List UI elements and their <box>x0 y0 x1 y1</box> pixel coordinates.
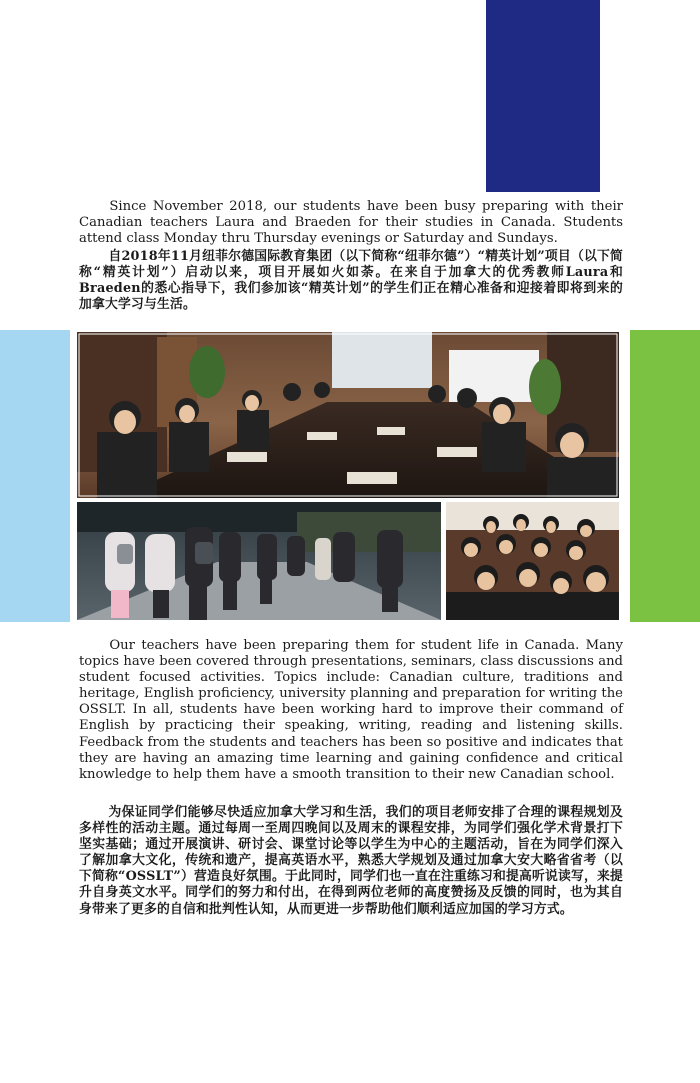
light-blue-decorative-bar <box>0 330 70 622</box>
students-walking-photo <box>77 502 441 620</box>
classroom-group-photo <box>77 332 619 498</box>
body-chinese-paragraph: 为保证同学们能够尽快适应加拿大学习和生活，我们的项目老师安排了合理的课程规划及多样性的活动主题。通过每周一至周四晚间以及周末的课程安排，为同学们强化学术背景打下坚实基础；通过开展演讲、研讨会、课堂讨论等以学生为中心的主题活动，旨在为同学们深入了解加拿大文化，传统和遗产，提高英语水平，熟悉大学规划及通过加拿大安大略省省考（以下简称“OSSLT”）营造良好氛围。于此同时，同学们也一直在注重练习和提高听说读写，来提升自身英文水平。同学们的努力和付出，在得到两位老师的高度赞扬及反馈的同时，也为其自身带来了更多的自信和批判性认知，从而更进一步帮助他们顺利适应加国的学习方式。 <box>79 805 623 917</box>
navy-decorative-bar <box>486 0 600 192</box>
intro-chinese-paragraph: 自2018年11月纽菲尔德国际教育集团（以下简称“纽菲尔德”）“精英计划”项目（以下简称“精英计划”）启动以来，项目开展如火如荼。在来自于加拿大的优秀教师Laura和Braeden的悉心指导下，我们参加该“精英计划”的学生们正在精心准备和迎接着即将到来的加拿大学习与生活。 <box>79 249 623 313</box>
body-english-paragraph: Our teachers have been preparing them for student life in Canada. Many topics have been covered through presentations, seminars, class discussions and student focused activities. Topics include: Canadian culture, traditions and heritage, English proficiency, university planning and preparation for writing the OSSLT. In all, students have been working hard to improve their command of English by practicing their speaking, writing, reading and listening skills. Feedback from the students and teachers has been so positive and indicates that they are having an amazing time learning and gaining confidence and critical knowledge to help them have a smooth transition to their new Canadian school. <box>79 638 623 782</box>
intro-english-paragraph: Since November 2018, our students have been busy preparing with their Canadian teachers Laura and Braeden for their studies in Canada. Students attend class Monday thru Thursday evenings or Saturday and Sundays. <box>79 199 623 247</box>
green-decorative-bar <box>630 330 700 622</box>
students-selfie-photo <box>446 502 619 620</box>
